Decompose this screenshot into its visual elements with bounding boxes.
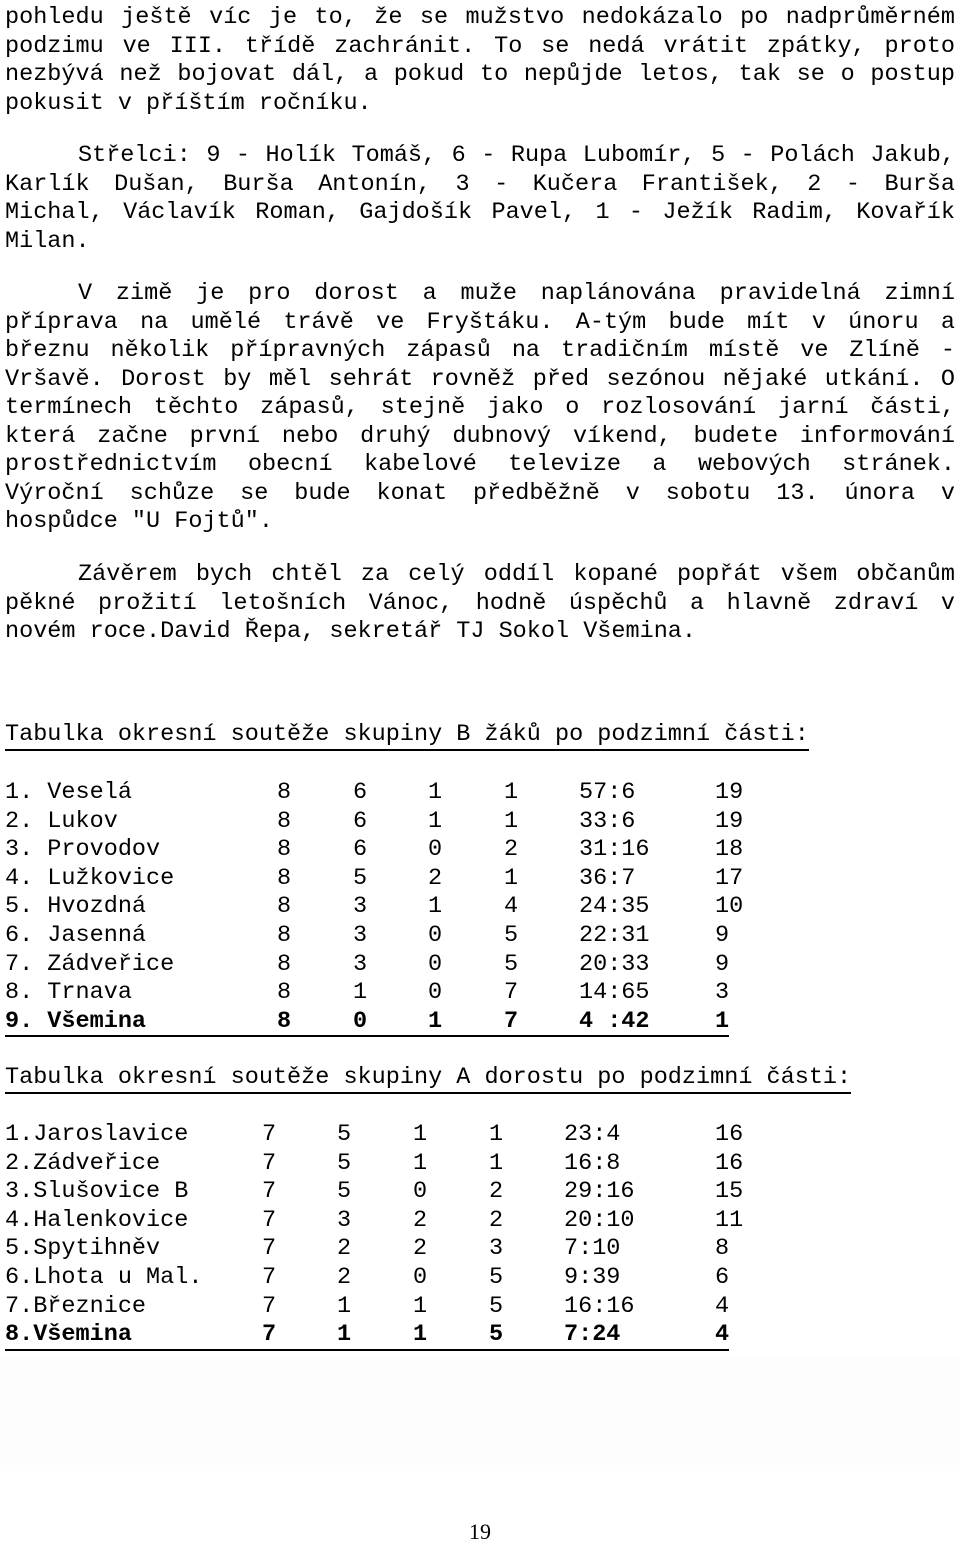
goal-score: 24:35 <box>579 893 650 921</box>
row-underline <box>5 1035 729 1037</box>
draws: 2 <box>428 864 443 892</box>
losses: 4 <box>504 893 519 921</box>
team-name: 1.Jaroslavice <box>5 1121 189 1148</box>
goal-score: 57:6 <box>579 779 636 806</box>
wins: 3 <box>353 950 368 978</box>
matches-played: 8 <box>277 979 292 1007</box>
points: 16 <box>715 1121 744 1148</box>
draws: 0 <box>428 979 443 1007</box>
matches-played: 8 <box>277 950 292 978</box>
paragraph-scorers: Střelci: 9 - Holík Tomáš, 6 - Rupa Lubomír, 5 - Polách Jakub, Karlík Dušan, Burša Antonín, 3 - Kučera František, 2 - Burša Michal, Václavík Roman, Gajdošík Pavel, 1 - Ježík Radim, Kovařík Milan. <box>5 142 955 255</box>
losses: 1 <box>504 864 519 892</box>
points: 4 <box>715 1321 730 1349</box>
wins: 2 <box>337 1235 352 1263</box>
goal-score: 7:24 <box>564 1321 621 1349</box>
paragraph-season-summary: pohledu ještě víc je to, že se mužstvo nedokázalo po nadprůměrném podzimu ve III. třídě zachránit. To se nedá vrátit zpátky, proto nezbývá než bojovat dál, a pokud to nepůjde letos, tak se o postup pokusit v příštím ročníku. <box>5 4 955 117</box>
draws: 0 <box>428 950 443 978</box>
goal-score: 33:6 <box>579 807 636 835</box>
table-a-title: Tabulka okresní soutěže skupiny A dorostu po podzimní části: <box>5 1064 851 1094</box>
draws: 0 <box>413 1263 428 1291</box>
wins: 0 <box>353 1007 368 1035</box>
points: 18 <box>715 836 744 864</box>
wins: 1 <box>353 979 368 1007</box>
draws: 1 <box>428 779 443 806</box>
team-name: 5. Hvozdná <box>5 893 147 921</box>
team-name: 3. Provodov <box>5 836 161 864</box>
matches-played: 8 <box>277 921 292 949</box>
losses: 2 <box>489 1178 504 1206</box>
losses: 1 <box>504 779 519 806</box>
points: 15 <box>715 1178 744 1206</box>
team-name: 4. Lužkovice <box>5 864 175 892</box>
goal-score: 16:16 <box>564 1292 635 1320</box>
losses: 1 <box>489 1121 504 1148</box>
matches-played: 7 <box>262 1121 277 1148</box>
team-name: 7.Březnice <box>5 1292 147 1320</box>
matches-played: 7 <box>262 1263 277 1291</box>
points: 9 <box>715 921 730 949</box>
wins: 5 <box>337 1178 352 1206</box>
points: 6 <box>715 1263 730 1291</box>
goal-score: 29:16 <box>564 1178 635 1206</box>
draws: 1 <box>413 1149 428 1177</box>
matches-played: 7 <box>262 1235 277 1263</box>
page-number: 19 <box>469 1519 491 1544</box>
wins: 6 <box>353 807 368 835</box>
wins: 1 <box>337 1292 352 1320</box>
row-underline <box>5 1349 729 1351</box>
losses: 1 <box>489 1149 504 1177</box>
team-name: 3.Slušovice B <box>5 1178 189 1206</box>
draws: 1 <box>413 1121 428 1148</box>
wins: 5 <box>353 864 368 892</box>
points: 3 <box>715 979 730 1007</box>
losses: 5 <box>504 921 519 949</box>
team-name: 7. Zádveřice <box>5 950 175 978</box>
paragraph-winter-preparation: V zimě je pro dorost a muže naplánována pravidelná zimní příprava na umělé trávě ve Fryštáku. A-tým bude mít v únoru a březnu několik přípravných zápasů na tradičním místě ve Zlíně - Vršavě. Dorost by měl sehrát rovněž před sezónou nějaké utkání. O termínech těchto zápasů, stejně jako o rozlosování jarní části, která začne první nebo druhý dubnový víkend, budete informování prostřednictvím obecní kabelové televize a webových stránek. Výroční schůze se bude konat předběžně v sobotu 13. února v hospůdce "U Fojtů". <box>5 280 955 535</box>
points: 1 <box>715 1007 730 1035</box>
losses: 5 <box>504 950 519 978</box>
goal-score: 36:7 <box>579 864 636 892</box>
matches-played: 7 <box>262 1149 277 1177</box>
points: 10 <box>715 893 744 921</box>
losses: 2 <box>489 1206 504 1234</box>
goal-score: 20:33 <box>579 950 650 978</box>
losses: 7 <box>504 1007 519 1035</box>
team-name: 8. Trnava <box>5 979 132 1007</box>
losses: 3 <box>489 1235 504 1263</box>
blank-area <box>0 1355 960 1465</box>
draws: 1 <box>413 1292 428 1320</box>
losses: 7 <box>504 979 519 1007</box>
losses: 5 <box>489 1292 504 1320</box>
goal-score: 9:39 <box>564 1263 621 1291</box>
points: 11 <box>715 1206 744 1234</box>
points: 9 <box>715 950 730 978</box>
matches-played: 8 <box>277 836 292 864</box>
losses: 2 <box>504 836 519 864</box>
wins: 5 <box>337 1121 352 1148</box>
table-b-title: Tabulka okresní soutěže skupiny B žáků po podzimní části: <box>5 721 809 751</box>
draws: 1 <box>428 893 443 921</box>
points: 16 <box>715 1149 744 1177</box>
team-name: 6. Jasenná <box>5 921 147 949</box>
team-name: 9. Všemina <box>5 1007 147 1035</box>
wins: 3 <box>337 1206 352 1234</box>
matches-played: 8 <box>277 807 292 835</box>
paragraph-closing-wishes: Závěrem bych chtěl za celý oddíl kopané popřát všem občanům pěkné prožití letošních Vánoc, hodně úspěchů a hlavně zdraví v novém roce.David Řepa, sekretář TJ Sokol Všemina. <box>5 561 955 645</box>
wins: 3 <box>353 893 368 921</box>
losses: 5 <box>489 1321 504 1349</box>
matches-played: 8 <box>277 779 292 806</box>
team-name: 1. Veselá <box>5 779 132 806</box>
draws: 0 <box>413 1178 428 1206</box>
matches-played: 8 <box>277 864 292 892</box>
goal-score: 20:10 <box>564 1206 635 1234</box>
losses: 1 <box>504 807 519 835</box>
points: 19 <box>715 779 744 806</box>
matches-played: 7 <box>262 1292 277 1320</box>
goal-score: 16:8 <box>564 1149 621 1177</box>
wins: 2 <box>337 1263 352 1291</box>
draws: 0 <box>428 921 443 949</box>
team-name: 2.Zádveřice <box>5 1149 161 1177</box>
goal-score: 7:10 <box>564 1235 621 1263</box>
draws: 0 <box>428 836 443 864</box>
losses: 5 <box>489 1263 504 1291</box>
points: 17 <box>715 864 744 892</box>
goal-score: 23:4 <box>564 1121 621 1148</box>
draws: 1 <box>428 1007 443 1035</box>
points: 8 <box>715 1235 730 1263</box>
goal-score: 22:31 <box>579 921 650 949</box>
team-name: 8.Všemina <box>5 1321 132 1349</box>
matches-played: 8 <box>277 893 292 921</box>
matches-played: 7 <box>262 1321 277 1349</box>
draws: 1 <box>428 807 443 835</box>
goal-score: 4 :42 <box>579 1007 650 1035</box>
matches-played: 8 <box>277 1007 292 1035</box>
draws: 2 <box>413 1206 428 1234</box>
team-name: 4.Halenkovice <box>5 1206 189 1234</box>
team-name: 5.Spytihněv <box>5 1235 161 1263</box>
wins: 3 <box>353 921 368 949</box>
draws: 1 <box>413 1321 428 1349</box>
wins: 6 <box>353 836 368 864</box>
goal-score: 14:65 <box>579 979 650 1007</box>
points: 4 <box>715 1292 730 1320</box>
team-name: 6.Lhota u Mal. <box>5 1263 203 1291</box>
wins: 1 <box>337 1321 352 1349</box>
matches-played: 7 <box>262 1206 277 1234</box>
team-name: 2. Lukov <box>5 807 118 835</box>
wins: 5 <box>337 1149 352 1177</box>
matches-played: 7 <box>262 1178 277 1206</box>
goal-score: 31:16 <box>579 836 650 864</box>
wins: 6 <box>353 779 368 806</box>
points: 19 <box>715 807 744 835</box>
draws: 2 <box>413 1235 428 1263</box>
